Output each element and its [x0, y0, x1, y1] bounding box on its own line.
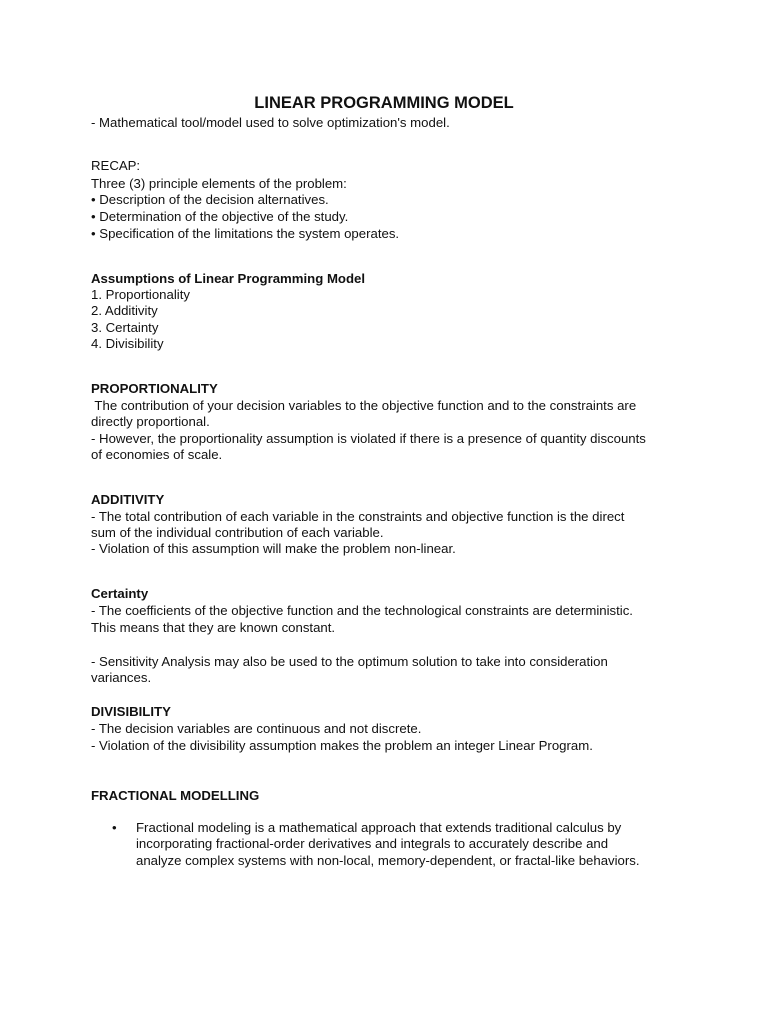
- divisibility-text: - The decision variables are continuous and not discrete.: [91, 721, 422, 736]
- divisibility-text: - Violation of the divisibility assumption makes the problem an integer Linear Program.: [91, 738, 593, 753]
- fractional-text: Fractional modeling is a mathematical approach that extends traditional calculus by: [136, 820, 622, 835]
- recap-item: • Specification of the limitations the system operates.: [91, 226, 400, 241]
- additivity-text: sum of the individual contribution of each variable.: [91, 525, 384, 540]
- certainty-text: - The coefficients of the objective function and the technological constraints are deterministic.: [91, 603, 633, 618]
- bullet-dot: •: [112, 820, 117, 835]
- assumptions-heading: Assumptions of Linear Programming Model: [91, 271, 366, 286]
- fractional-heading: FRACTIONAL MODELLING: [91, 788, 260, 803]
- additivity-text: - Violation of this assumption will make the problem non-linear.: [91, 541, 456, 556]
- recap-lead: Three (3) principle elements of the problem:: [91, 176, 347, 191]
- intro-text: - Mathematical tool/model used to solve optimization's model.: [91, 115, 450, 130]
- assumption-item: 2. Additivity: [91, 303, 158, 318]
- proportionality-heading: PROPORTIONALITY: [91, 381, 218, 396]
- divisibility-heading: DIVISIBILITY: [91, 704, 171, 719]
- additivity-heading: ADDITIVITY: [91, 492, 165, 507]
- recap-item: • Description of the decision alternatives.: [91, 192, 329, 207]
- recap-item: • Determination of the objective of the study.: [91, 209, 349, 224]
- assumption-item: 3. Certainty: [91, 320, 159, 335]
- proportionality-text: directly proportional.: [91, 414, 210, 429]
- page-title: LINEAR PROGRAMMING MODEL: [254, 94, 514, 112]
- certainty-text: - Sensitivity Analysis may also be used to the optimum solution to take into consideration: [91, 654, 608, 669]
- proportionality-text: - However, the proportionality assumption is violated if there is a presence of quantity discounts: [91, 431, 646, 446]
- proportionality-text: The contribution of your decision variables to the objective function and to the constraints are: [91, 398, 637, 413]
- assumption-item: 4. Divisibility: [91, 336, 164, 351]
- assumption-item: 1. Proportionality: [91, 287, 190, 302]
- fractional-text: analyze complex systems with non-local, memory-dependent, or fractal-like behaviors.: [136, 853, 640, 868]
- fractional-text: incorporating fractional-order derivatives and integrals to accurately describe and: [136, 836, 609, 851]
- certainty-text: This means that they are known constant.: [91, 620, 336, 635]
- certainty-text: variances.: [91, 670, 152, 685]
- certainty-heading: Certainty: [91, 586, 149, 601]
- recap-heading: RECAP:: [91, 158, 141, 173]
- proportionality-text: of economies of scale.: [91, 447, 223, 462]
- additivity-text: - The total contribution of each variable in the constraints and objective function is the direct: [91, 509, 625, 524]
